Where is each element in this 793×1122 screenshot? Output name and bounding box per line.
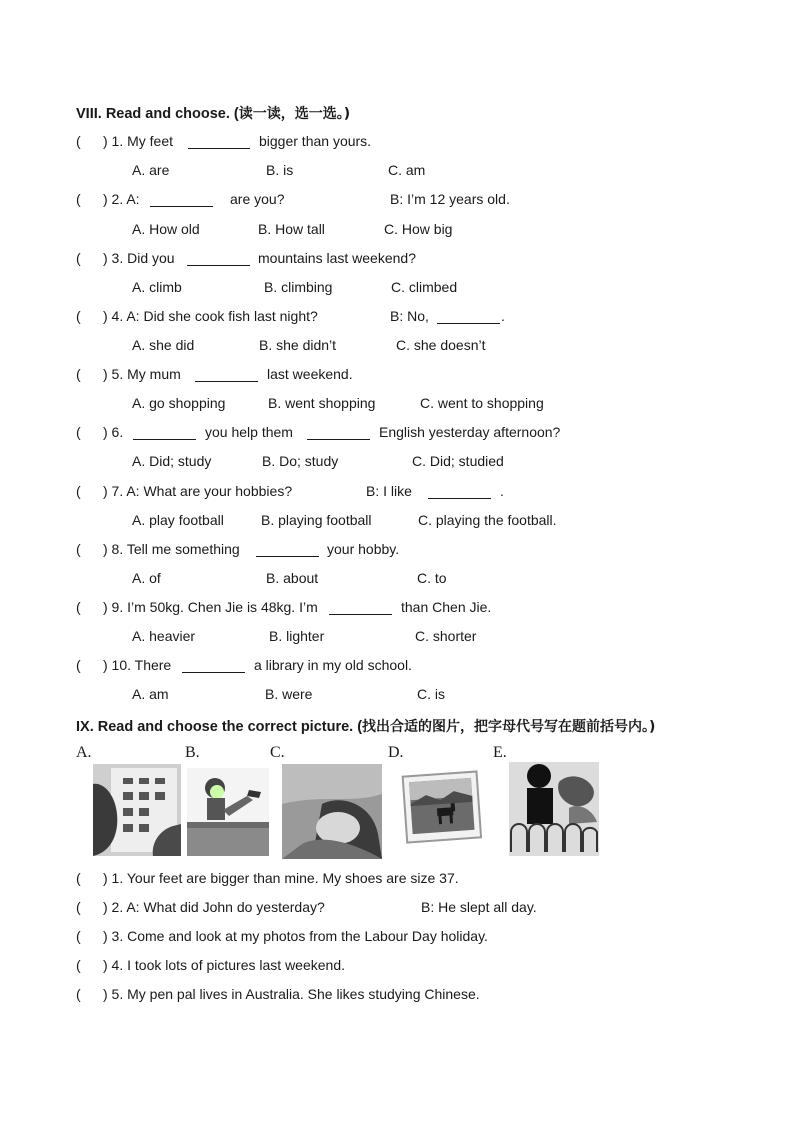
option-a[interactable]: A. of [132, 570, 161, 586]
answer-paren-open: ( [76, 424, 81, 440]
picture-letter-c: C. [270, 744, 285, 761]
section-8-title-cn: 读一读，选一选。) [238, 106, 351, 122]
answer-paren-open: ( [76, 250, 81, 266]
answer-paren-open: ( [76, 957, 81, 973]
answer-paren-open: ( [76, 308, 81, 324]
option-c[interactable]: C. climbed [391, 279, 458, 295]
answer-paren-open: ( [76, 870, 81, 886]
option-c[interactable]: C. shorter [415, 628, 477, 644]
option-c[interactable]: C. Did; studied [412, 453, 504, 469]
answer-blank[interactable] [188, 134, 250, 149]
option-b[interactable]: B. lighter [269, 628, 325, 644]
dialogue-answer: B: I like [366, 483, 412, 499]
answer-blank[interactable] [150, 192, 213, 207]
option-b[interactable]: B. is [266, 162, 294, 178]
answer-blank[interactable] [329, 600, 392, 615]
option-a[interactable]: A. How old [132, 221, 200, 237]
option-c[interactable]: C. went to shopping [420, 395, 544, 411]
option-c[interactable]: C. she doesn’t [396, 337, 486, 353]
picture-letter-a: A. [76, 744, 92, 761]
option-b[interactable]: B. Do; study [262, 453, 339, 469]
option-c[interactable]: C. playing the football. [418, 512, 557, 528]
picture-letter-e: E. [493, 744, 507, 761]
answer-blank[interactable] [307, 425, 370, 440]
question-stem: ) 10. There [103, 657, 172, 673]
question-stem: than Chen Jie. [401, 599, 492, 615]
option-b[interactable]: B. about [266, 570, 319, 586]
answer-blank[interactable] [195, 367, 258, 382]
section-9-title [76, 716, 655, 736]
answer-paren-open: ( [76, 133, 81, 149]
picture-letter-d: D. [388, 744, 404, 761]
option-a[interactable]: A. climb [132, 279, 182, 295]
option-a[interactable]: A. heavier [132, 628, 196, 644]
option-c[interactable]: C. is [417, 686, 445, 702]
dialogue-answer: B: I’m 12 years old. [390, 191, 510, 207]
question-stem: ) 1. My feet [103, 133, 174, 149]
picture-letter-b: B. [185, 744, 200, 761]
answer-blank[interactable] [428, 484, 491, 499]
option-b[interactable]: B. playing football [261, 512, 372, 528]
question-stem: ) 8. Tell me something [103, 541, 240, 557]
option-a[interactable]: A. am [132, 686, 169, 702]
question-stem: bigger than yours. [259, 133, 372, 149]
option-c[interactable]: C. am [388, 162, 426, 178]
question-stem: your hobby. [327, 541, 400, 557]
section-9-title-en: IX. Read and choose the correct picture. ( [76, 719, 363, 735]
question-stem: ) 5. My mum [103, 366, 181, 382]
question-stem: last weekend. [267, 366, 353, 382]
answer-paren-open: ( [76, 928, 81, 944]
question-stem: ) 2. A: [103, 191, 140, 207]
sentence-end: . [501, 308, 505, 324]
dialogue-answer: B: He slept all day. [421, 899, 537, 915]
question-text: ) 5. My pen pal lives in Australia. She likes studying Chinese. [103, 986, 480, 1002]
answer-paren-open: ( [76, 541, 81, 557]
option-a[interactable]: A. play football [132, 512, 224, 528]
picture-d-image[interactable] [397, 764, 487, 854]
answer-paren-open: ( [76, 483, 81, 499]
option-b[interactable]: B. went shopping [268, 395, 376, 411]
picture-e-image[interactable] [509, 762, 599, 856]
answer-paren-open: ( [76, 599, 81, 615]
answer-paren-open: ( [76, 899, 81, 915]
option-a[interactable]: A. go shopping [132, 395, 226, 411]
answer-blank[interactable] [437, 309, 500, 324]
question-stem: you help them [205, 424, 293, 440]
option-a[interactable]: A. Did; study [132, 453, 212, 469]
option-b[interactable]: B. were [265, 686, 313, 702]
question-text: ) 3. Come and look at my photos from the Labour Day holiday. [103, 928, 488, 944]
option-a[interactable]: A. she did [132, 337, 195, 353]
question-stem: ) 9. I’m 50kg. Chen Jie is 48kg. I’m [103, 599, 318, 615]
option-b[interactable]: B. climbing [264, 279, 333, 295]
answer-blank[interactable] [187, 251, 250, 266]
question-stem: are you? [230, 191, 285, 207]
question-stem: mountains last weekend? [258, 250, 416, 266]
question-stem: ) 3. Did you [103, 250, 175, 266]
picture-c-image[interactable] [282, 764, 382, 859]
section-9-title-cn: 找出合适的图片，把字母代号写在题前括号内。) [362, 719, 656, 735]
question-text: ) 1. Your feet are bigger than mine. My shoes are size 37. [103, 870, 459, 886]
option-c[interactable]: C. How big [384, 221, 453, 237]
answer-blank[interactable] [182, 658, 245, 673]
question-stem: English yesterday afternoon? [379, 424, 561, 440]
question-stem: a library in my old school. [254, 657, 412, 673]
sentence-end: . [500, 483, 504, 499]
question-stem: ) 6. [103, 424, 124, 440]
picture-b-image[interactable] [187, 768, 269, 856]
answer-paren-open: ( [76, 986, 81, 1002]
option-c[interactable]: C. to [417, 570, 447, 586]
option-b[interactable]: B. How tall [258, 221, 325, 237]
question-text: ) 4. I took lots of pictures last weekend. [103, 957, 346, 973]
question-stem: ) 7. A: What are your hobbies? [103, 483, 293, 499]
answer-paren-open: ( [76, 657, 81, 673]
picture-a-image[interactable] [93, 764, 181, 856]
section-8-title [76, 103, 350, 123]
answer-blank[interactable] [256, 542, 319, 557]
section-8-title-en: VIII. Read and choose. ( [76, 106, 239, 122]
dialogue-answer: B: No, [390, 308, 429, 324]
answer-paren-open: ( [76, 366, 81, 382]
question-text: ) 2. A: What did John do yesterday? [103, 899, 325, 915]
answer-paren-open: ( [76, 191, 81, 207]
answer-blank[interactable] [133, 425, 196, 440]
option-a[interactable]: A. are [132, 162, 170, 178]
question-stem: ) 4. A: Did she cook fish last night? [103, 308, 318, 324]
option-b[interactable]: B. she didn’t [259, 337, 337, 353]
